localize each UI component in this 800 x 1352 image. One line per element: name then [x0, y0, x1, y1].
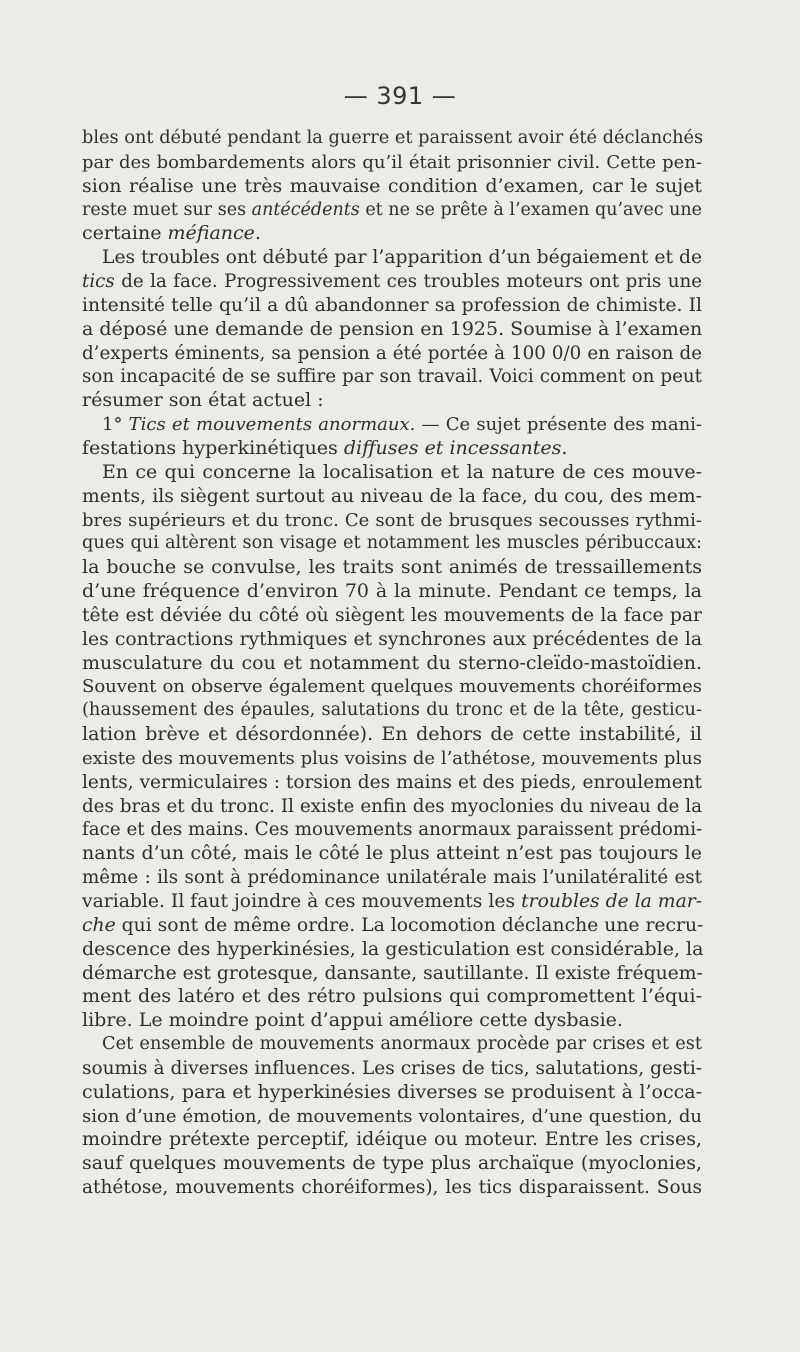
text-line: libre. Le moindre point d’appui améliore cette dysbasie.	[82, 1009, 623, 1032]
text-run: festations hyperkinétiques	[82, 436, 344, 459]
text-line: intensité telle qu’il a dû abandonner sa profession de chimiste. Il	[82, 294, 702, 316]
text-line: musculature du cou et notamment du sterno-cleïdo-mastoïdien.	[82, 651, 702, 674]
text-run: certaine	[82, 222, 168, 245]
text-line: par des bombardements alors qu’il était prisonnier civil. Cette pen-	[82, 151, 702, 173]
italic-text: antécédents	[251, 199, 360, 220]
text-line: d’une fréquence d’environ 70 à la minute. Pendant ce temps, la	[82, 580, 702, 603]
text-line: démarche est grotesque, dansante, sautillante. Il existe fréquem-	[82, 962, 703, 984]
text-run: .	[254, 222, 261, 245]
text-line: bres supérieurs et du tronc. Ce sont de brusques secousses rythmi-	[82, 509, 702, 531]
text-line: descence des hyperkinésies, la gesticulation est considérable, la	[82, 937, 704, 960]
text-line	[82, 222, 702, 246]
italic-text: troubles de la mar-	[521, 891, 703, 912]
text-line	[82, 270, 702, 294]
italic-text: Tics et mouvements anormaux.	[128, 414, 416, 436]
text-line: existe des mouvements plus voisins de l’athétose, mouvements plus	[82, 747, 702, 769]
text-line: tête est déviée du côté où siègent les mouvements de la face par	[82, 604, 702, 626]
text-line: Cet ensemble de mouvements anormaux procède par crises et est	[102, 1034, 702, 1055]
text-line: lents, vermiculaires : torsion des mains et des pieds, enroulement	[82, 771, 702, 793]
text-line	[82, 890, 702, 914]
body-text	[82, 127, 702, 1200]
text-line: Souvent on observe également quelques mouvements choréiformes	[82, 676, 702, 698]
text-line: bles ont débuté pendant la guerre et paraissent avoir été déclanchés	[82, 128, 704, 148]
text-run: reste muet sur ses	[82, 199, 252, 220]
italic-text: che	[82, 914, 116, 936]
text-line: nants d’un côté, mais le côté le plus atteint n’est pas toujours le	[82, 842, 702, 865]
text-line: a déposé une demande de pension en 1925. Soumise à l’examen	[82, 317, 703, 340]
text-line: sion réalise une très mauvaise condition d’examen, car le sujet	[82, 174, 702, 197]
text-run: qui sont de même ordre. La locomotion déclanche une recru-	[115, 914, 704, 936]
text-run: variable. Il faut joindre à ces mouvements les	[82, 891, 522, 912]
text-line: lation brève et désordonnée). En dehors de cette instabilité, il	[82, 723, 702, 746]
text-run: .	[561, 436, 568, 459]
text-run: — Ce sujet présente des mani-	[415, 414, 702, 436]
page-number: — 391 —	[343, 82, 457, 110]
text-line: ments, ils siègent surtout au niveau de la face, du cou, des mem-	[82, 485, 702, 507]
text-line: moindre prétexte perceptif, idéique ou moteur. Entre les crises,	[82, 1128, 702, 1151]
text-run: et ne se prête à l’examen qu’avec une	[359, 199, 702, 220]
text-line: Les troubles ont débuté par l’apparition d’un bégaiement et de	[102, 247, 703, 269]
text-line: athétose, mouvements choréiformes), les tics disparaissent. Sous	[82, 1177, 702, 1199]
italic-text: tics	[82, 271, 115, 293]
text-line: sauf quelques mouvements de type plus archaïque (myoclonies,	[82, 1152, 702, 1175]
text-line: les contractions rythmiques et synchrones aux précédentes de la	[82, 628, 702, 650]
text-line: face et des mains. Ces mouvements anormaux paraissent prédomi-	[82, 819, 703, 841]
italic-text: méfiance	[167, 222, 255, 245]
text-run: 1°	[102, 414, 129, 436]
text-line: culations, para et hyperkinésies diverses se produisent à l’occa-	[82, 1080, 702, 1103]
text-line: des bras et du tronc. Il existe enfin des myoclonies du niveau de la	[82, 795, 702, 817]
text-run: de la face. Progressivement ces troubles moteurs ont pris une	[114, 271, 702, 293]
text-line: la bouche se convulse, les traits sont animés de tressaillements	[82, 556, 702, 579]
text-line: ment des latéro et des rétro pulsions qui compromettent l’équi-	[82, 985, 702, 1008]
text-line	[82, 413, 702, 437]
text-line	[82, 914, 702, 938]
text-line: d’experts éminents, sa pension a été portée à 100 0/0 en raison de	[82, 342, 702, 364]
text-line: En ce qui concerne la localisation et la nature de ces mouve-	[102, 460, 702, 483]
text-line: même : ils sont à prédominance unilatérale mais l’unilatéralité est	[82, 867, 702, 889]
text-line: sion d’une émotion, de mouvements volontaires, d’une question, du	[82, 1105, 702, 1127]
text-line: son incapacité de se suffire par son travail. Voici comment on peut	[82, 366, 702, 388]
text-line: ques qui altèrent son visage et notamment les muscles péribuccaux:	[82, 533, 702, 554]
text-line	[82, 199, 702, 223]
text-line: résumer son état actuel :	[82, 389, 324, 412]
text-line: (haussement des épaules, salutations du tronc et de la tête, gesticu-	[82, 700, 702, 721]
text-line	[82, 437, 702, 461]
text-line: soumis à diverses influences. Les crises de tics, salutations, gesti-	[82, 1057, 702, 1079]
italic-text: diffuses et incessantes	[343, 436, 562, 459]
